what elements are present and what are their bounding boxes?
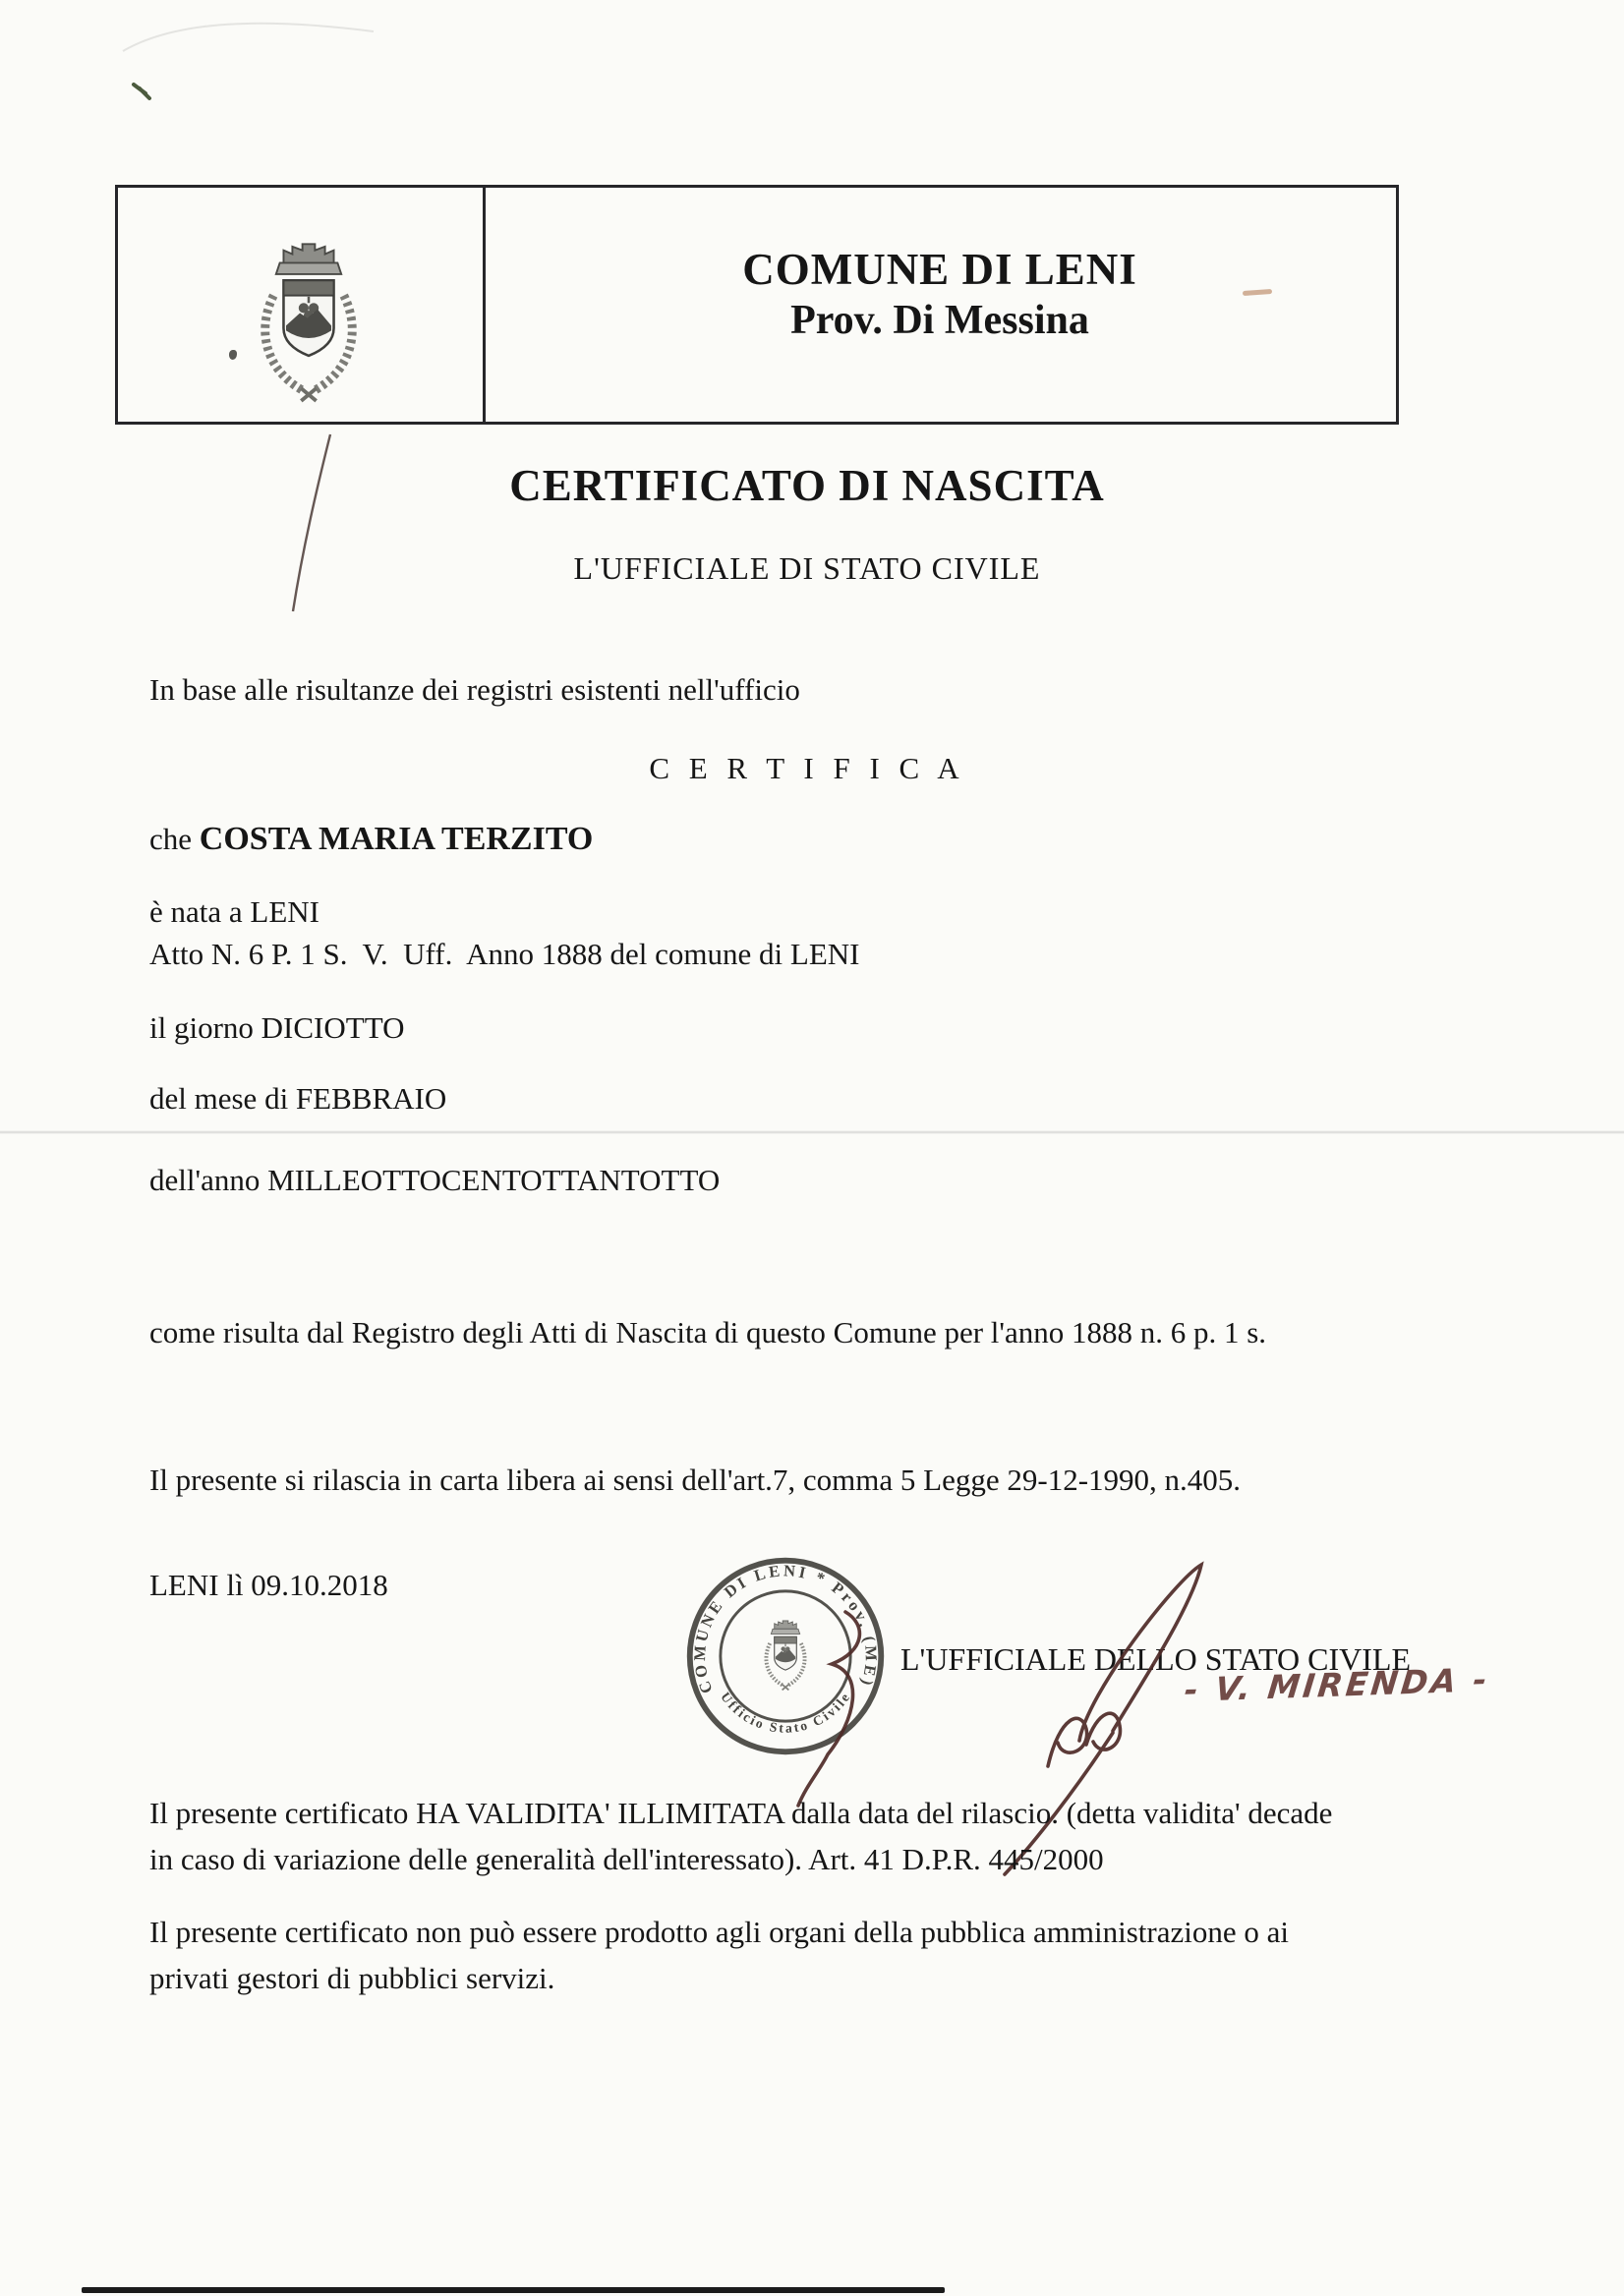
fold-crease [0, 1130, 1624, 1134]
disclaimer-line-1: Il presente certificato non può essere prodotto agli organi della pubblica amministrazione o ai [149, 1915, 1289, 1949]
subject-line [149, 819, 593, 861]
subject-prefix: che [149, 822, 200, 856]
day-line: il giorno DICIOTTO [149, 1010, 405, 1045]
disclaimer-line-2: privati gestori di pubblici servizi. [149, 1961, 555, 1995]
month-line: del mese di FEBBRAIO [149, 1081, 447, 1116]
year-line: dell'anno MILLEOTTOCENTOTTANTOTTO [149, 1163, 721, 1197]
province-name: Prov. Di Messina [790, 297, 1089, 343]
handwritten-official-name: - V. MIRENDA - [1182, 1660, 1492, 1710]
intro-line: In base alle risultanze dei registri esistenti nell'ufficio [149, 672, 800, 707]
document-title: CERTIFICATO DI NASCITA [509, 461, 1105, 510]
municipality-name: COMUNE DI LENI [742, 245, 1137, 294]
letterhead-divider [483, 188, 486, 422]
validity-line-2: in caso di variazione delle generalità dell'interessato). Art. 41 D.P.R. 445/2000 [149, 1842, 1104, 1876]
issue-line: Il presente si rilascia in carta libera ai sensi dell'art.7, comma 5 Legge 29-12-1990, n.405. [149, 1463, 1242, 1497]
stamp-ring-bottom-text: Ufficio Stato Civile [718, 1689, 853, 1736]
validity-line-1: Il presente certificato HA VALIDITA' ILLIMITATA dalla data del rilascio. (detta validita' decade [149, 1796, 1333, 1830]
pen-check-mark-icon [130, 81, 155, 104]
scan-edge-artifact [82, 2287, 945, 2293]
subject-name: COSTA MARIA TERZITO [199, 821, 594, 857]
scan-artifact-wisp [118, 12, 393, 61]
diagonal-pen-stroke [285, 430, 344, 617]
birthplace-line: è nata a LENI [149, 894, 319, 929]
registry-line: come risulta dal Registro degli Atti di Nascita di questo Comune per l'anno 1888 n. 6 p. 1 s. [149, 1315, 1267, 1349]
act-line: Atto N. 6 P. 1 S. V. Uff. Anno 1888 del comune di LENI [149, 937, 860, 971]
place-date-line: LENI lì 09.10.2018 [149, 1568, 388, 1602]
official-title-line: L'UFFICIALE DELLO STATO CIVILE [900, 1641, 1412, 1677]
stamp-ring-top-text: COMUNE DI LENI * Prov. (ME) [690, 1561, 881, 1696]
municipal-coat-of-arms-icon [246, 243, 372, 406]
document-subtitle: L'UFFICIALE DI STATO CIVILE [573, 550, 1041, 586]
certifies-line: C E R T I F I C A [649, 751, 965, 785]
letterhead-box [115, 185, 1399, 425]
